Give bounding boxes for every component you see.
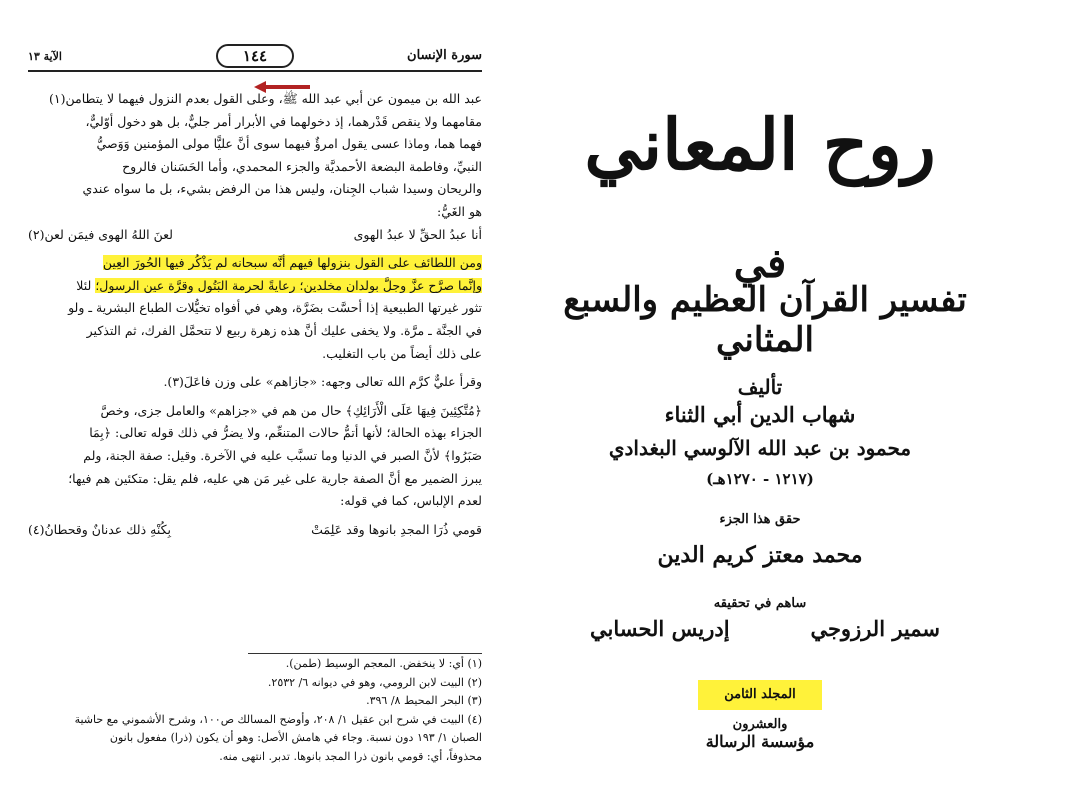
verse-2-second-hemistich: بِكُنْهِ ذلك عدنانٌ وقحطانُ(٤): [28, 521, 171, 537]
page-number: ١٤٤: [216, 44, 294, 68]
header-rule: [28, 70, 482, 72]
verse-1-first-hemistich: أنا عبدُ الحقِّ لا عبدُ الهوى: [353, 226, 482, 242]
ayah-number: الآية ١٣: [28, 50, 62, 63]
paragraph-1: [28, 88, 482, 224]
text-line: النبيِّ، وفاطمة البضعة الأحمديَّة والجزء المحمدي، وأما الحَسَنان فالروح: [122, 158, 482, 174]
tafsir-page: [0, 0, 520, 809]
verse-2-first-hemistich: قومي ذُرَا المجدِ بانوها وقد عَلِمَتْ: [311, 521, 482, 537]
footnote-rule: [248, 653, 482, 654]
text-line: لعدم الإلباس، كما في قوله:: [340, 493, 482, 509]
book-title: [550, 70, 970, 240]
authorship-label: تأليف: [737, 375, 783, 399]
contributor-2: إدريس الحسابي: [590, 616, 730, 641]
volume-badge: المجلد الثامن والعشرون: [698, 680, 822, 710]
footnote-line: (٤) البيت في شرح ابن عقيل ١/ ٢٠٨، وأوضح المسالك ص١٠٠، وشرح الأشموني مع حاشية: [74, 712, 482, 726]
line-tail: لئلا: [76, 277, 92, 293]
paragraph-4: [28, 400, 482, 513]
text-line: على ذلك أيضاً من باب التغليب.: [322, 345, 482, 361]
text-line: عبد الله بن ميمون عن أبي عبد الله ﷺ، وعلى القول بعدم النزول فيهما لا يتطامن(١): [49, 91, 482, 106]
editor-name: محمد معتز كريم الدين: [657, 542, 863, 568]
footnote-line: (٣) البحر المحيط ٨/ ٣٩٦.: [366, 694, 482, 707]
poetry-verse-1: [28, 224, 482, 247]
footnotes: [28, 655, 482, 766]
tafsir-body: [28, 88, 482, 541]
author-dates: (١٢١٧ - ١٢٧٠هـ): [706, 470, 814, 488]
text-line: ﴿مُتَّكِئِينَ فِيهَا عَلَى الْأَرَائِكِ﴾ حال من هم في «جزاهم» والعامل جزى، وخصَّ: [100, 402, 482, 418]
text-line: الجزاء بهذه الحالة؛ لأنها أتمُّ حالات المتنعِّم، ولا يضرُّ في ذلك قوله تعالى: ﴿بِمَا: [89, 425, 482, 441]
contributor-1: سمير الرزوجي: [810, 616, 940, 641]
book-title-text: روح المعاني: [584, 103, 936, 186]
footnote-line: (٢) البيت لابن الرومي، وهو في ديوانه ٦/ ٢٥٣٢.: [267, 675, 482, 689]
book-subtitle: تفسير القرآن العظيم والسبع المثاني: [563, 280, 967, 360]
highlighted-line-2: وإنَّما صرَّح عزَّ وجلَّ بولدان مخلدين؛ رعايةً لحرمة البَتُول وقرَّة عين الرسول؛: [95, 277, 482, 293]
text-line: صَبَرُوا﴾ لأنَّ الصبر في الدنيا وما تسبَّب عليه في الآخرة. وقيل: صفة الجنة، ولم: [83, 447, 482, 463]
paragraph-2: [28, 297, 482, 365]
footnote-line: محذوفاً، أي: قومي بانون ذرا المجد بانوها. تدبر. انتهى منه.: [219, 749, 482, 763]
text-line: وقرأ عليٌّ كرَّم الله تعالى وجهه: «جازاهم» على وزن فاعَلَ(٣).: [163, 374, 482, 390]
title-page: [520, 0, 1080, 809]
verse-1-second-hemistich: لعنَ اللهُ الهوى فيمَن لعن(٢): [28, 226, 173, 242]
text-line: في الجنَّة ـ مرَّة. ولا يخفى عليك أنَّ هذه زهرة ربيع لا تتحمَّل الفرك، ثم التذكير: [86, 322, 482, 338]
footnote-line: (١) أي: لا ينخفض. المعجم الوسيط (طمن).: [285, 657, 482, 670]
text-line: مقامهما ولا ينقص قَدْرهما، إذ دخولهما في الأبرار أمر جليٌّ، بل هو دخول أوّليٌّ،: [85, 113, 482, 129]
author-name: محمود بن عبد الله الآلوسي البغدادي: [608, 436, 912, 460]
surah-name: سورة الإنسان: [407, 48, 482, 63]
contributors: [590, 616, 940, 641]
text-line: يبرز الضمير مع أنَّ الصفة جارية على غير مَن هي عليه، فلم يقل: متكئين هم فيها؛: [68, 470, 482, 486]
publisher-name: مؤسسة الرسالة: [705, 732, 815, 751]
highlighted-line-1: ومن اللطائف على القول بنزولها فيهم أنَّه سبحانه لم يَذْكُر فيها الحُورَ العِين: [102, 255, 482, 271]
title-connector: في: [733, 240, 787, 287]
paragraph-3: [28, 371, 482, 394]
text-line: فهما هما، وماذا عسى يقول امرؤٌ فيهما سوى أنَّ عليًّا مولى المؤمنين وَوَصيُّ: [96, 136, 482, 152]
text-line: والريحان وسيدا شباب الجِنان، وليس هذا من الرفض بشيء، بل ما سواه عندي: [82, 181, 482, 197]
text-line: هو الغَيُّ:: [437, 203, 482, 219]
editor-label: حقق هذا الجزء: [719, 512, 801, 527]
poetry-verse-2: [28, 519, 482, 542]
footnote-line: الصبان ١/ ١٩٣ دون نسبة. وجاء في هامش الأصل: وهو أن يكون (ذرا) مفعول بانون: [109, 731, 482, 744]
text-line: تثور غيرتها الطبيعية إذا أحسَّت بضَرَّة، وهي في أفواه تخيُّلات الطباع البشرية ـ ولو: [68, 300, 482, 316]
author-kunya: شهاب الدين أبي الثناء: [664, 402, 856, 427]
contributors-label: ساهم في تحقيقه: [713, 596, 807, 611]
